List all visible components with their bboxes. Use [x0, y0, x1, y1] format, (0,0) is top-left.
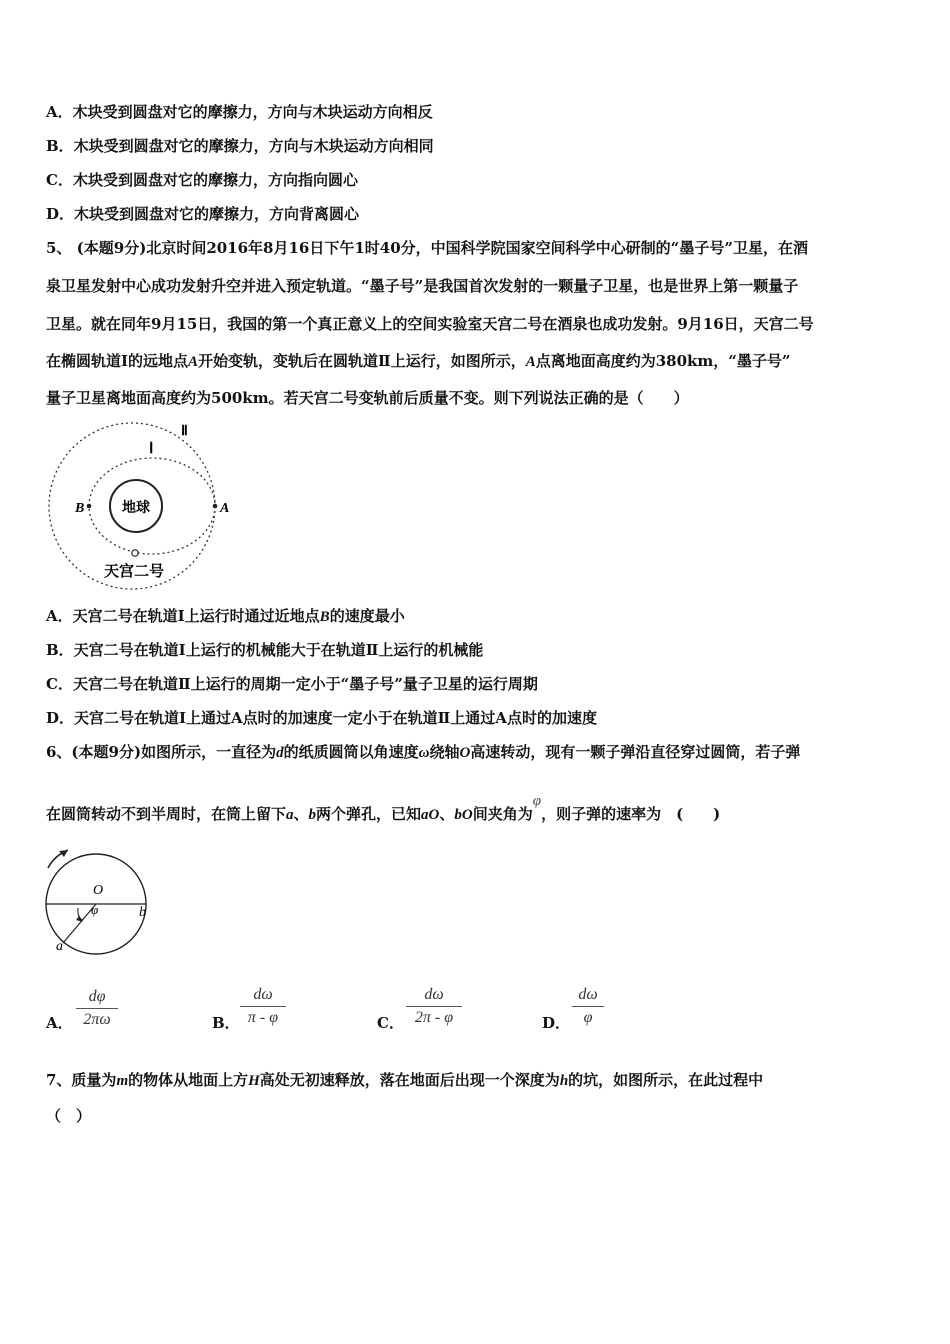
cylinder-figure — [40, 846, 160, 956]
q6-ao: aO — [421, 807, 440, 823]
q5-line-1 — [46, 238, 808, 258]
q4-option-a: A．木块受到圆盘对它的摩擦力，方向与木块运动方向相反 — [46, 103, 433, 121]
fig-phi-label: φ — [91, 902, 99, 917]
q6-phi: φ — [532, 793, 542, 809]
q5-option-a-text-2: 的速度最小 — [329, 607, 405, 625]
earth-label: 地球 — [122, 500, 150, 516]
q5-option-a-text: A．天宫二号在轨道Ⅰ上运行时通过近地点 — [46, 607, 320, 625]
q6-text-1b: 的纸质圆筒以角速度 — [283, 743, 419, 761]
point-a-label: A — [220, 501, 230, 516]
q6-d: d — [276, 745, 284, 761]
point-b-dot — [87, 504, 92, 509]
q6-text-2b: 两个弹孔，已知 — [316, 805, 422, 823]
q6-option-d-num: dω — [572, 986, 604, 1007]
q6-option-a-num: dφ — [76, 988, 118, 1009]
station-dot — [132, 550, 138, 556]
q7-m: m — [116, 1073, 129, 1089]
q5-number: 5、 — [46, 239, 72, 257]
q6-text-2c: 间夹角为 — [472, 805, 533, 823]
q5-score: (本题9分) — [76, 239, 147, 257]
q5-text-4b: 开始变轨，变轨后在圆轨道Ⅱ上运行，如图所示， — [198, 352, 526, 370]
q5-line-5: 量子卫星离地面高度约为500km。若天宫二号变轨前后质量不变。则下列说法正确的是（ ） — [46, 389, 689, 407]
q6-option-a-den: 2πω — [83, 1011, 111, 1028]
q6-option-d-den: φ — [583, 1009, 593, 1026]
q4-option-d: D．木块受到圆盘对它的摩擦力，方向背离圆心 — [46, 205, 360, 223]
q6-text-1d: 高速转动，现有一颗子弹沿直径穿过圆筒，若子弹 — [470, 743, 801, 761]
q5-text-4c: 点离地面高度约为380km，“墨子号” — [535, 352, 791, 370]
point-b-label: B — [75, 501, 85, 516]
q6-option-c-fraction — [406, 986, 462, 1027]
q7-h-upper: H — [248, 1073, 260, 1089]
q7-h-lower: h — [559, 1073, 569, 1089]
orbit-ii-label: Ⅱ — [181, 424, 188, 439]
q5-point-a-2: A — [525, 354, 536, 370]
q6-option-b-num: dω — [240, 986, 286, 1007]
q6-text-1c: 绕轴 — [429, 743, 460, 761]
q6-b: b — [308, 807, 317, 823]
q6-option-c-den: 2π - φ — [414, 1009, 454, 1026]
q6-text-1a: 6、(本题9分)如图所示，一直径为 — [46, 743, 277, 761]
q6-o: O — [459, 745, 471, 761]
orbit-i — [89, 458, 215, 554]
q5-line-2: 泉卫星发射中心成功发射升空并进入预定轨道。“墨子号”是我国首次发射的一颗量子卫星，也是世界上第一颗量子 — [46, 277, 799, 295]
angle-arrow-head — [76, 916, 83, 922]
fig-b-label: b — [139, 905, 146, 920]
q7-text-1b: 的物体从地面上方 — [128, 1071, 249, 1089]
q4-option-b: B．木块受到圆盘对它的摩擦力，方向与木块运动方向相同 — [46, 137, 434, 155]
q6-omega: ω — [418, 745, 430, 761]
q5-point-a: A — [188, 354, 199, 370]
q6-option-b-fraction — [240, 986, 286, 1027]
q6-bo: bO — [454, 807, 473, 823]
q5-option-a — [46, 606, 405, 627]
q6-text-2a: 在圆筒转动不到半周时，在筒上留下 — [46, 805, 287, 823]
q6-sep: 、 — [293, 805, 309, 823]
q7-line-1 — [46, 1070, 763, 1091]
q5-option-a-point: B — [319, 609, 330, 625]
q6-option-a-fraction — [76, 988, 118, 1029]
q6-option-b-label: B． — [212, 1014, 240, 1032]
q7-text-1d: 的坑，如图所示，在此过程中 — [568, 1071, 764, 1089]
q6-option-d-label: D． — [542, 1014, 571, 1032]
q5-text-1: 北京时间2016年8月16日下午1时40分，中国科学院国家空间科学中心研制的“墨子号”卫星，在酒 — [146, 239, 808, 257]
q6-line-1 — [46, 742, 800, 763]
q6-line-2 — [46, 793, 721, 825]
orbit-figure — [44, 420, 244, 592]
q6-a: a — [286, 807, 294, 823]
orbit-i-label: Ⅰ — [149, 441, 154, 457]
q5-option-d: D．天宫二号在轨道Ⅰ上通过A点时的加速度一定小于在轨道Ⅱ上通过A点时的加速度 — [46, 709, 597, 727]
station-label: 天宫二号 — [104, 562, 165, 580]
q4-option-c: C．木块受到圆盘对它的摩擦力，方向指向圆心 — [46, 171, 358, 189]
fig-o-label: O — [93, 883, 104, 898]
q6-option-d-fraction — [572, 986, 604, 1027]
q7-text-1c: 高处无初速释放，落在地面后出现一个深度为 — [259, 1071, 560, 1089]
q6-comma: 、 — [439, 805, 455, 823]
q6-option-b-den: π - φ — [247, 1009, 279, 1026]
fig-a-label: a — [56, 939, 63, 954]
q6-option-c-label: C． — [377, 1014, 404, 1032]
q7-line-2: （ ） — [46, 1107, 92, 1125]
q5-option-c: C．天宫二号在轨道Ⅱ上运行的周期一定小于“墨子号”量子卫星的运行周期 — [46, 675, 538, 693]
q5-option-b: B．天宫二号在轨道Ⅰ上运行的机械能大于在轨道Ⅱ上运行的机械能 — [46, 641, 484, 659]
q5-line-4 — [46, 351, 791, 372]
q5-text-4a: 在椭圆轨道Ⅰ的远地点 — [46, 352, 189, 370]
q7-text-1a: 7、质量为 — [46, 1071, 117, 1089]
q5-line-3: 卫星。就在同年9月15日，我国的第一个真正意义上的空间实验室天宫二号在酒泉也成功发射。9月16日，天宫二号 — [46, 315, 814, 333]
q6-option-c-num: dω — [406, 986, 462, 1007]
q6-text-2d: ，则子弹的速率为 ( ) — [541, 805, 721, 823]
q6-option-a-label: A． — [46, 1014, 73, 1032]
point-a-dot — [213, 504, 218, 509]
